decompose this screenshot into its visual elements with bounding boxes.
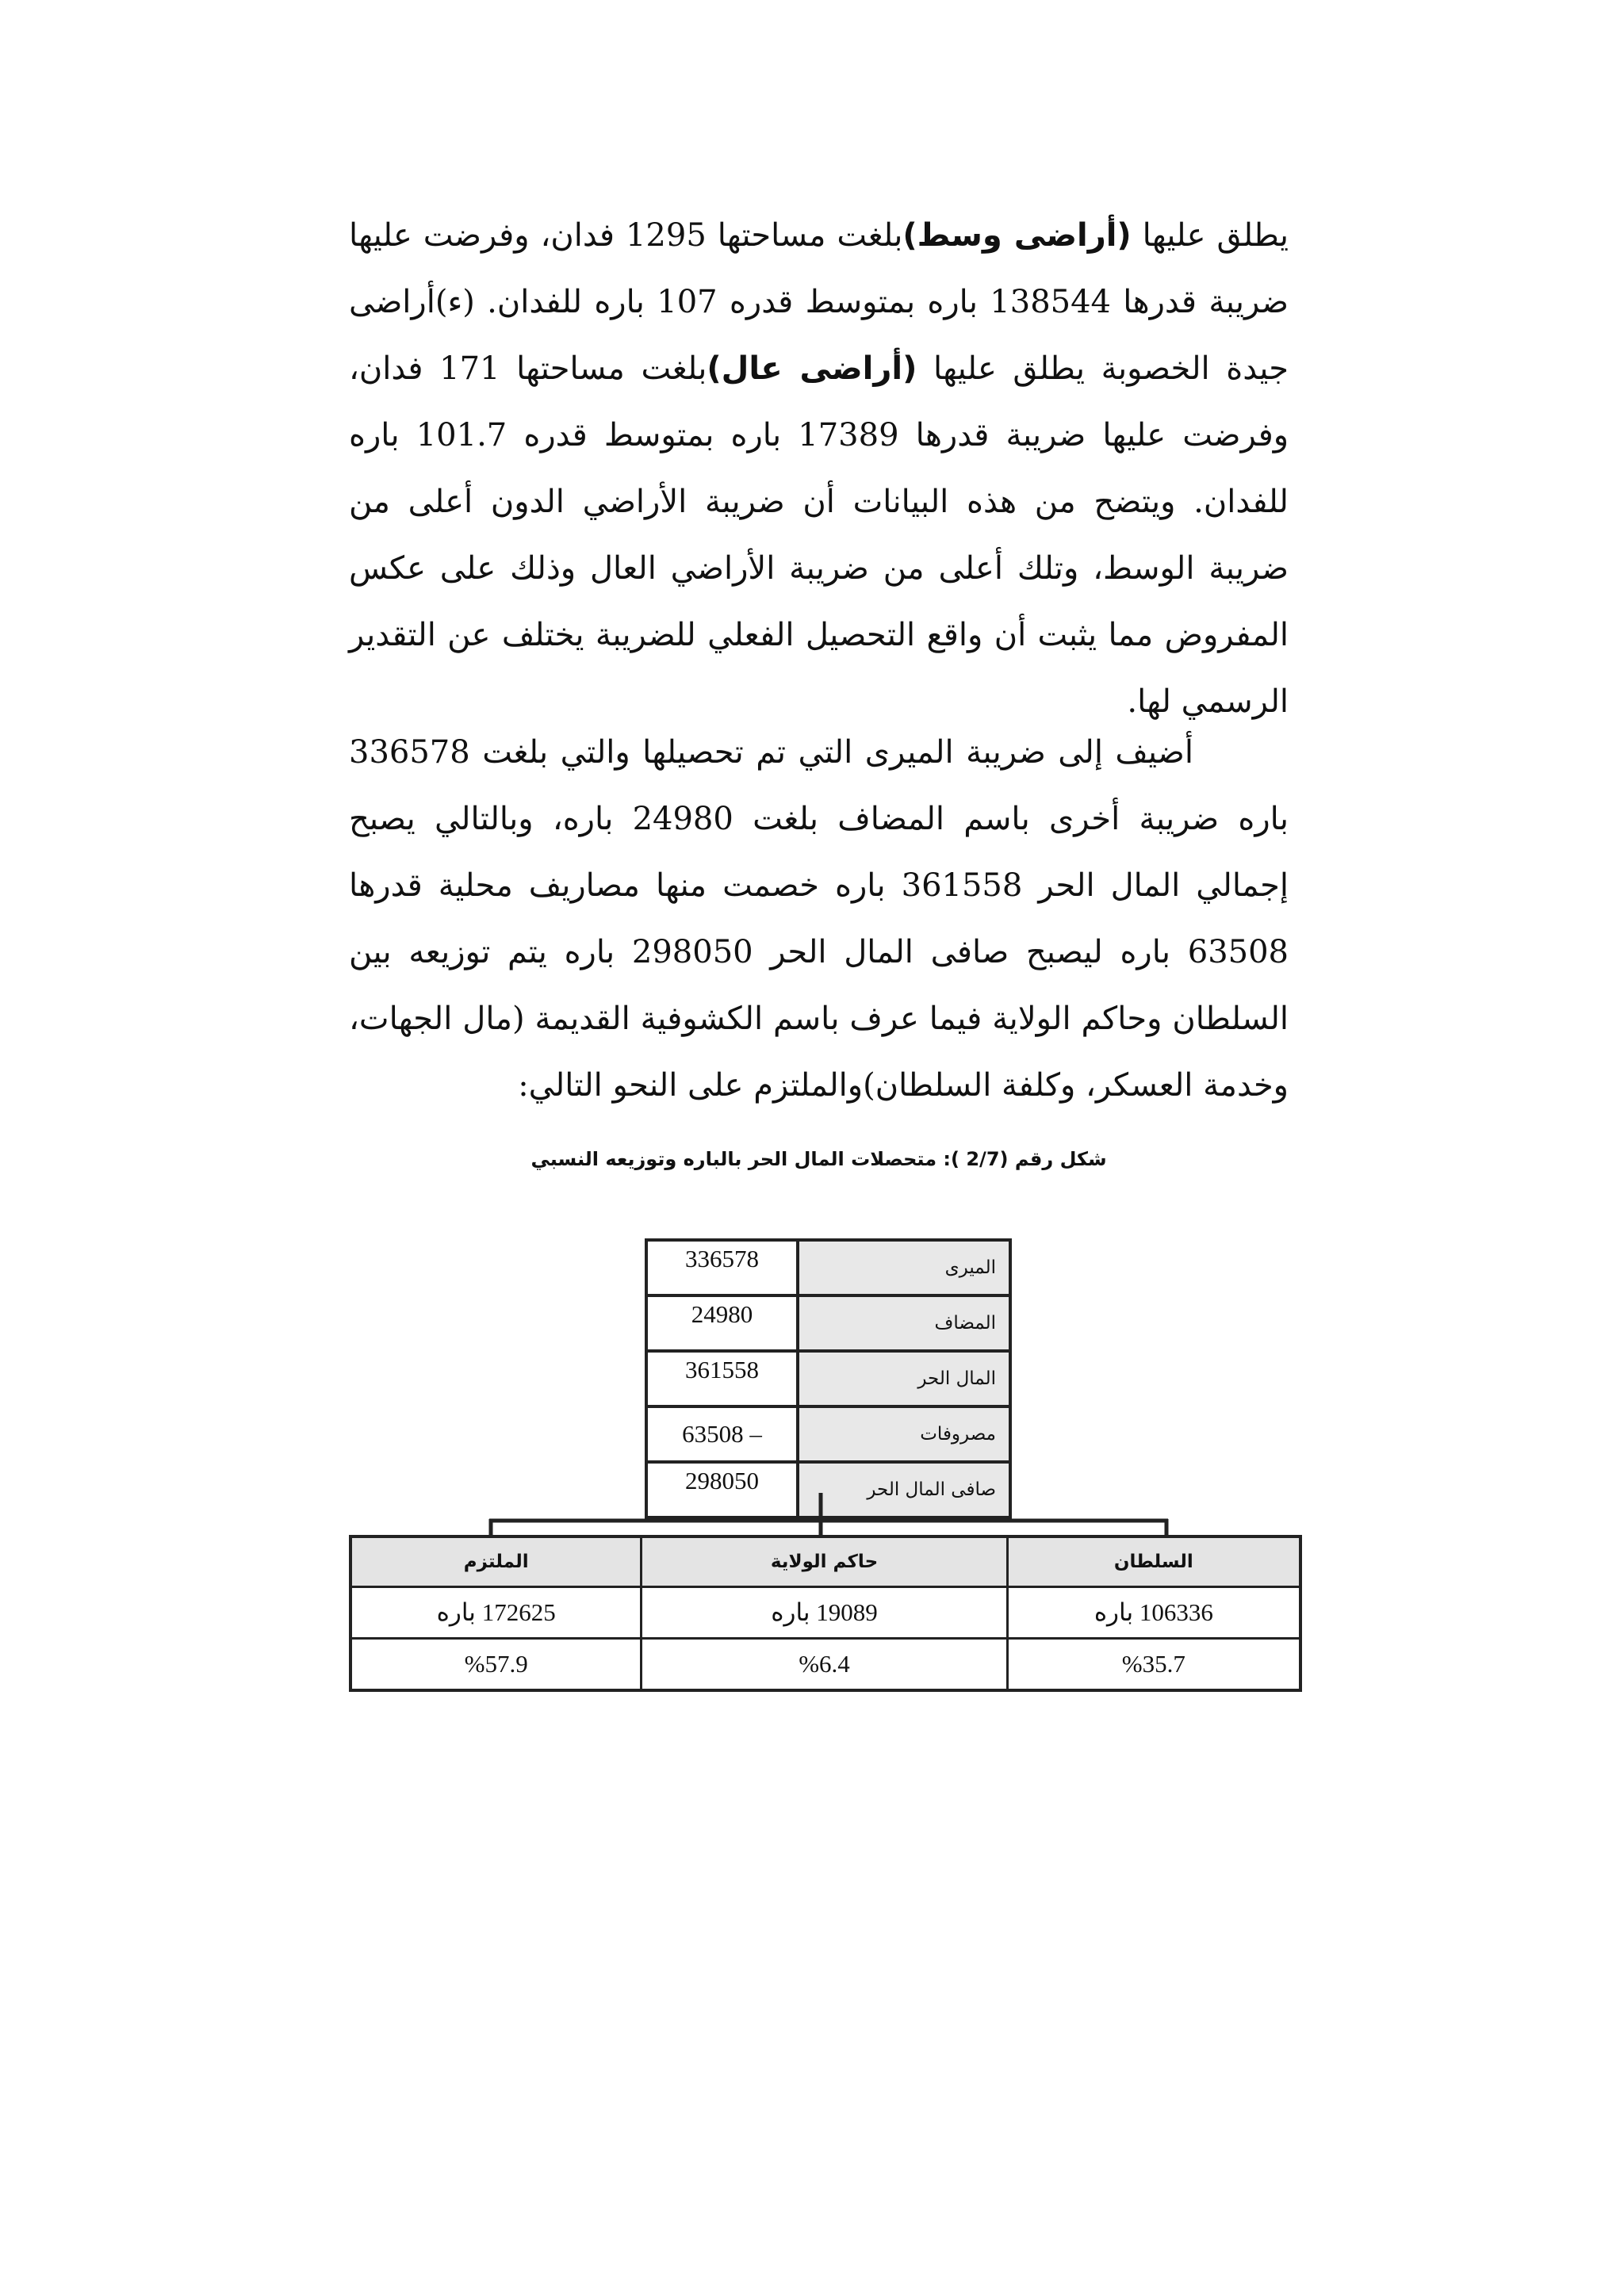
amount-cell: 172625 باره <box>350 1587 642 1639</box>
column-header-sultan: السلطان <box>1007 1536 1300 1587</box>
percent-cell: %6.4 <box>642 1639 1007 1691</box>
summary-label: المال الحر <box>798 1351 1010 1406</box>
percent-cell: %57.9 <box>350 1639 642 1691</box>
table-row <box>646 1295 1010 1351</box>
table-row <box>350 1639 1300 1691</box>
table-row <box>646 1406 1010 1462</box>
distribution-table <box>349 1535 1302 1692</box>
term-high-land: (أراضى عال) <box>707 350 917 387</box>
table-row <box>350 1587 1300 1639</box>
amount-cell: 106336 باره <box>1007 1587 1300 1639</box>
summary-table <box>645 1238 1012 1519</box>
percent-cell: %35.7 <box>1007 1639 1300 1691</box>
table-row <box>646 1240 1010 1295</box>
column-header-multazim: الملتزم <box>350 1536 642 1587</box>
summary-label: مصروفات <box>798 1406 1010 1462</box>
summary-label: صافى المال الحر <box>798 1462 1010 1517</box>
summary-value: 298050 <box>646 1462 798 1517</box>
text-segment: بلغت مساحتها 171 فدان، وفرضت عليها ضريبة قدرها 17389 باره بمتوسط قدره 101.7 باره للفدان. ويتضح من هذه البيانات أن ضريبة الأراضي الدون أعلى من ضريبة الوسط، وتلك أعلى من ضريبة الأراضي العال وذلك على عكس المفروض مما يثبت أن واقع التحصيل الفعلي للضريبة يختلف عن التقدير الرسمي لها. <box>349 350 1289 720</box>
table-header-row <box>350 1536 1300 1587</box>
paragraph-land-tax <box>349 202 1289 735</box>
summary-label: المضاف <box>798 1295 1010 1351</box>
summary-value: 63508 – <box>646 1406 798 1462</box>
paragraph-free-money <box>349 719 1289 1119</box>
distribution-connector <box>484 1493 1182 1536</box>
summary-value: 361558 <box>646 1351 798 1406</box>
amount-cell: 19089 باره <box>642 1587 1007 1639</box>
paragraph-free-money-text: أضيف إلى ضريبة الميرى التي تم تحصيلها والتي بلغت 336578 باره ضريبة أخرى باسم المضاف بلغت 24980 باره، وبالتالي يصبح إجمالي المال الحر 361558 باره خصمت منها مصاريف محلية قدرها 63508 باره ليصبح صافى المال الحر 298050 باره يتم توزيعه بين السلطان وحاكم الولاية فيما عرف باسم الكشوفية القديمة (مال الجهات، وخدمة العسكر، وكلفة السلطان)والملتزم على النحو التالي: <box>349 734 1289 1104</box>
term-middle-land: (أراضى وسط) <box>902 217 1132 254</box>
text-segment: بلغت مساحتها 1295 فدان، وفرضت عليها ضريبة قدرها 138544 باره بمتوسط قدره 107 باره للفدان. (ء)أراضى جيدة الخصوبة يطلق عليها <box>349 217 1289 387</box>
text-segment: يطلق عليها <box>1131 217 1289 254</box>
summary-value: 24980 <box>646 1295 798 1351</box>
summary-label: الميرى <box>798 1240 1010 1295</box>
table-row <box>646 1351 1010 1406</box>
column-header-governor: حاكم الولاية <box>642 1536 1007 1587</box>
summary-value: 336578 <box>646 1240 798 1295</box>
figure-caption: شكل رقم (2/7 ): متحصلات المال الحر بالباره وتوزيعه النسبي <box>530 1148 1107 1170</box>
